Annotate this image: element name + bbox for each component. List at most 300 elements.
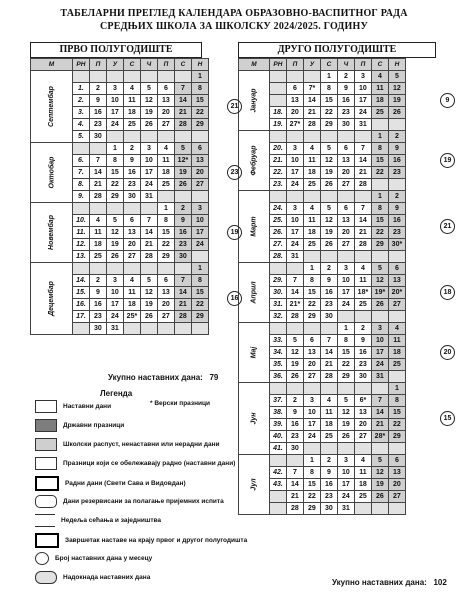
- day-cell: 22: [191, 299, 208, 311]
- day-cell: 6*: [354, 395, 371, 407]
- day-cell: [191, 131, 208, 143]
- day-cell: [174, 71, 191, 83]
- day-cell: 2: [320, 455, 337, 467]
- day-cell: 3: [106, 275, 123, 287]
- legend-item: [35, 533, 247, 548]
- day-cell: 1: [371, 191, 388, 203]
- legend-item: [35, 571, 150, 584]
- week-number: 23.: [269, 179, 286, 191]
- header-2: П: [286, 59, 303, 71]
- day-cell: 21*: [286, 299, 303, 311]
- week-number: 18.: [269, 107, 286, 119]
- day-cell: [337, 443, 354, 455]
- week-number: [269, 191, 286, 203]
- day-cell: 18: [89, 239, 106, 251]
- day-cell: 8: [388, 395, 405, 407]
- day-cell: 10: [286, 215, 303, 227]
- day-cell: [354, 311, 371, 323]
- day-cell: 30: [89, 323, 106, 335]
- day-cell: 20: [157, 107, 174, 119]
- week-number: 43.: [269, 479, 286, 491]
- day-cell: 15: [371, 155, 388, 167]
- day-cell: 25: [388, 359, 405, 371]
- day-cell: 9: [388, 143, 405, 155]
- day-cell: 30: [354, 371, 371, 383]
- week-number: 27.: [269, 239, 286, 251]
- day-cell: [320, 383, 337, 395]
- day-cell: 24: [371, 359, 388, 371]
- day-cell: 11: [123, 287, 140, 299]
- legend-star-note: * Верски празници: [150, 400, 211, 407]
- total-days-second: [332, 578, 447, 587]
- day-cell: 27: [191, 179, 208, 191]
- day-cell: [388, 371, 405, 383]
- legend-label: Надокнада наставних дана: [63, 574, 151, 582]
- day-cell: 19: [140, 299, 157, 311]
- legend-item: [35, 400, 111, 413]
- day-cell: 7: [286, 275, 303, 287]
- month-cell: [239, 455, 270, 515]
- total-days-first-value: 79: [209, 373, 219, 382]
- day-cell: 28*: [371, 431, 388, 443]
- day-cell: 13: [286, 95, 303, 107]
- second-semester-heading: ДРУГО ПОЛУГОДИШТЕ: [238, 42, 436, 58]
- day-cell: 18: [157, 167, 174, 179]
- month-day-count: 20: [440, 345, 455, 360]
- day-cell: [140, 323, 157, 335]
- day-cell: 22: [157, 239, 174, 251]
- week-number: 22.: [269, 167, 286, 179]
- day-cell: 5: [174, 143, 191, 155]
- day-cell: 25: [354, 299, 371, 311]
- day-cell: 24: [140, 179, 157, 191]
- day-cell: 6: [337, 143, 354, 155]
- day-cell: 23: [174, 239, 191, 251]
- day-cell: 11: [388, 335, 405, 347]
- day-cell: 31: [106, 323, 123, 335]
- month-day-count: 18: [440, 285, 455, 300]
- day-cell: 5: [337, 395, 354, 407]
- day-cell: 27: [157, 119, 174, 131]
- day-cell: 24: [337, 491, 354, 503]
- day-cell: 30: [89, 131, 106, 143]
- header-5: Ч: [337, 59, 354, 71]
- day-cell: 3: [191, 203, 208, 215]
- day-cell: 3: [337, 263, 354, 275]
- day-cell: 30: [123, 191, 140, 203]
- day-cell: 5: [371, 455, 388, 467]
- day-cell: 16: [388, 215, 405, 227]
- day-cell: 7*: [303, 83, 320, 95]
- day-cell: 2: [388, 131, 405, 143]
- day-cell: 23: [89, 119, 106, 131]
- day-cell: 17: [106, 299, 123, 311]
- week-number: [269, 263, 286, 275]
- day-cell: 8: [303, 275, 320, 287]
- header-7: С: [174, 59, 191, 71]
- day-cell: 31: [140, 191, 157, 203]
- day-cell: 3: [106, 83, 123, 95]
- day-cell: 25: [371, 107, 388, 119]
- day-cell: 12: [320, 215, 337, 227]
- day-cell: 23: [388, 167, 405, 179]
- day-cell: 4: [303, 143, 320, 155]
- month-day-count: 9: [440, 93, 455, 108]
- day-cell: 4: [354, 263, 371, 275]
- day-cell: 21: [174, 107, 191, 119]
- day-cell: 11: [371, 83, 388, 95]
- day-cell: [337, 131, 354, 143]
- day-cell: 3: [303, 395, 320, 407]
- day-cell: 19: [174, 167, 191, 179]
- day-cell: 20*: [388, 287, 405, 299]
- day-cell: 29: [320, 119, 337, 131]
- day-cell: [157, 71, 174, 83]
- day-cell: 1: [337, 323, 354, 335]
- day-cell: [286, 131, 303, 143]
- day-cell: 16: [320, 287, 337, 299]
- day-cell: 20: [123, 239, 140, 251]
- legend-label: Дани резервисани за полагање пријемних испита: [63, 498, 224, 506]
- day-cell: 19: [106, 239, 123, 251]
- day-cell: 17: [140, 167, 157, 179]
- day-cell: 17: [286, 167, 303, 179]
- week-number: 3.: [72, 107, 89, 119]
- day-cell: 9: [354, 335, 371, 347]
- legend-label: Радни дани (Свети Сава и Видовдан): [65, 480, 186, 488]
- header-2: П: [89, 59, 106, 71]
- day-cell: 8: [320, 83, 337, 95]
- day-cell: 25: [157, 179, 174, 191]
- legend-label: Празници који се обележавају радно (наставни дани): [63, 460, 236, 468]
- day-cell: 13: [388, 275, 405, 287]
- day-cell: 23: [388, 227, 405, 239]
- day-cell: 25: [320, 431, 337, 443]
- day-cell: 11: [123, 95, 140, 107]
- header-3: У: [303, 59, 320, 71]
- week-number: [72, 323, 89, 335]
- day-cell: 5: [371, 263, 388, 275]
- week-number: 17.: [72, 311, 89, 323]
- day-cell: 24: [354, 107, 371, 119]
- legend-title: Легенда: [100, 389, 133, 398]
- legend-swatch: [35, 438, 57, 451]
- day-cell: 13: [191, 155, 208, 167]
- day-cell: [354, 251, 371, 263]
- day-cell: 7: [286, 467, 303, 479]
- day-cell: [371, 311, 388, 323]
- day-cell: 28: [174, 311, 191, 323]
- day-cell: 16: [89, 299, 106, 311]
- day-cell: 3: [337, 455, 354, 467]
- total-days-first-label: Укупно наставних дана:: [108, 373, 203, 382]
- day-cell: 21: [286, 491, 303, 503]
- day-cell: 22: [371, 227, 388, 239]
- day-cell: 17: [337, 479, 354, 491]
- month-cell: [31, 143, 73, 203]
- day-cell: 9: [388, 203, 405, 215]
- day-cell: 28: [286, 311, 303, 323]
- day-cell: 27: [303, 371, 320, 383]
- day-cell: 6: [337, 203, 354, 215]
- day-cell: 19: [140, 107, 157, 119]
- day-cell: 17: [191, 227, 208, 239]
- day-cell: [174, 263, 191, 275]
- day-cell: [320, 131, 337, 143]
- month-cell: [31, 71, 73, 143]
- month-day-count: 16: [227, 291, 242, 306]
- first-semester-table: [30, 58, 209, 335]
- day-cell: [106, 131, 123, 143]
- day-cell: 18: [354, 479, 371, 491]
- day-cell: [157, 191, 174, 203]
- day-cell: 9: [89, 95, 106, 107]
- week-number: 28.: [269, 251, 286, 263]
- day-cell: 30: [320, 503, 337, 515]
- month-cell: [239, 383, 270, 455]
- day-cell: 14: [371, 407, 388, 419]
- header-0: М: [31, 59, 73, 71]
- day-cell: 17: [371, 347, 388, 359]
- day-cell: 15: [157, 227, 174, 239]
- day-cell: 7: [354, 143, 371, 155]
- day-cell: 26: [140, 119, 157, 131]
- week-number: 24.: [269, 203, 286, 215]
- day-cell: 21: [89, 179, 106, 191]
- day-cell: 29: [388, 431, 405, 443]
- header-8: Н: [388, 59, 405, 71]
- day-cell: 8: [106, 155, 123, 167]
- day-cell: 29: [191, 119, 208, 131]
- legend-label: Државни празници: [63, 422, 125, 430]
- day-cell: 22: [303, 491, 320, 503]
- day-cell: 2: [123, 143, 140, 155]
- week-number: [72, 71, 89, 83]
- day-cell: 21: [354, 227, 371, 239]
- title-line-2: СРЕДЊИХ ШКОЛА ЗА ШКОЛСКУ 2024/2025. ГОДИНУ: [99, 21, 368, 32]
- day-cell: 5: [320, 143, 337, 155]
- day-cell: [286, 323, 303, 335]
- week-number: [72, 263, 89, 275]
- day-cell: [157, 323, 174, 335]
- day-cell: [388, 251, 405, 263]
- day-cell: 9: [320, 467, 337, 479]
- day-cell: 25: [123, 119, 140, 131]
- day-cell: 13: [354, 407, 371, 419]
- total-days-second-value: 102: [433, 578, 447, 587]
- day-cell: 1: [191, 71, 208, 83]
- week-number: 39.: [269, 419, 286, 431]
- month-day-count: 21: [227, 99, 242, 114]
- day-cell: [354, 503, 371, 515]
- week-number: 4.: [72, 119, 89, 131]
- week-number: 38.: [269, 407, 286, 419]
- month-cell: [31, 203, 73, 263]
- day-cell: 7: [174, 275, 191, 287]
- day-cell: 24: [303, 431, 320, 443]
- legend-label: Наставни дани: [63, 403, 112, 411]
- day-cell: 29: [106, 191, 123, 203]
- day-cell: 5: [140, 275, 157, 287]
- day-cell: [320, 191, 337, 203]
- legend-item: [35, 495, 224, 508]
- day-cell: [89, 143, 106, 155]
- day-cell: 12*: [174, 155, 191, 167]
- day-cell: 12: [371, 467, 388, 479]
- day-cell: 17: [286, 227, 303, 239]
- day-cell: 27*: [286, 119, 303, 131]
- day-cell: 24: [286, 239, 303, 251]
- day-cell: 15: [388, 407, 405, 419]
- day-cell: 26: [337, 431, 354, 443]
- day-cell: [303, 131, 320, 143]
- day-cell: 4: [388, 323, 405, 335]
- day-cell: 25: [303, 179, 320, 191]
- day-cell: [89, 71, 106, 83]
- month-cell: [239, 71, 270, 131]
- day-cell: 11: [320, 407, 337, 419]
- day-cell: 27: [388, 491, 405, 503]
- day-cell: [123, 323, 140, 335]
- day-cell: 16: [286, 419, 303, 431]
- month-label: Јун: [250, 412, 258, 425]
- day-cell: 28: [303, 119, 320, 131]
- day-cell: [106, 203, 123, 215]
- week-number: 25.: [269, 215, 286, 227]
- day-cell: 7: [320, 335, 337, 347]
- day-cell: 2: [354, 323, 371, 335]
- day-cell: 14: [354, 155, 371, 167]
- month-day-count: 21: [440, 219, 455, 234]
- week-number: 40.: [269, 431, 286, 443]
- day-cell: 4: [157, 143, 174, 155]
- week-number: 33.: [269, 335, 286, 347]
- day-cell: 14: [286, 479, 303, 491]
- day-cell: 25*: [123, 311, 140, 323]
- legend-item: [35, 476, 186, 491]
- day-cell: 24: [106, 119, 123, 131]
- day-cell: 6: [123, 215, 140, 227]
- day-cell: 22: [337, 359, 354, 371]
- day-cell: [371, 383, 388, 395]
- week-number: 41.: [269, 443, 286, 455]
- day-cell: 3: [286, 203, 303, 215]
- day-cell: 13: [388, 467, 405, 479]
- day-cell: 16: [320, 479, 337, 491]
- header-6: П: [157, 59, 174, 71]
- day-cell: 20: [303, 359, 320, 371]
- day-cell: 23: [123, 179, 140, 191]
- day-cell: 2: [388, 191, 405, 203]
- day-cell: 27: [388, 299, 405, 311]
- day-cell: 3: [354, 71, 371, 83]
- day-cell: 12: [320, 155, 337, 167]
- week-number: 37.: [269, 395, 286, 407]
- day-cell: 15: [371, 215, 388, 227]
- day-cell: 20: [191, 167, 208, 179]
- day-cell: 4: [320, 395, 337, 407]
- day-cell: 9: [123, 155, 140, 167]
- day-cell: 24: [286, 179, 303, 191]
- day-cell: [191, 323, 208, 335]
- day-cell: [106, 263, 123, 275]
- day-cell: 12: [140, 95, 157, 107]
- week-number: 32.: [269, 311, 286, 323]
- day-cell: 6: [388, 455, 405, 467]
- week-number: 20.: [269, 143, 286, 155]
- day-cell: 4: [123, 275, 140, 287]
- day-cell: 8: [157, 215, 174, 227]
- week-number: [269, 323, 286, 335]
- day-cell: [371, 119, 388, 131]
- day-cell: 18: [123, 107, 140, 119]
- day-cell: [354, 191, 371, 203]
- legend-swatch: [35, 495, 57, 508]
- day-cell: [354, 443, 371, 455]
- day-cell: 21: [140, 239, 157, 251]
- day-cell: 1: [371, 131, 388, 143]
- day-cell: [371, 179, 388, 191]
- day-cell: 3: [140, 143, 157, 155]
- header-4: С: [123, 59, 140, 71]
- first-semester-heading: ПРВО ПОЛУГОДИШТЕ: [30, 42, 202, 58]
- day-cell: 27: [157, 311, 174, 323]
- week-number: 31.: [269, 299, 286, 311]
- day-cell: [303, 323, 320, 335]
- day-cell: 28: [174, 119, 191, 131]
- day-cell: 1: [157, 203, 174, 215]
- week-number: [269, 503, 286, 515]
- month-label: Фебруар: [250, 145, 258, 176]
- week-number: [269, 383, 286, 395]
- day-cell: 1: [106, 143, 123, 155]
- day-cell: [286, 383, 303, 395]
- day-cell: 7: [174, 83, 191, 95]
- day-cell: 28: [89, 191, 106, 203]
- day-cell: 21: [303, 107, 320, 119]
- day-cell: 5: [388, 71, 405, 83]
- month-cell: [239, 191, 270, 263]
- header-5: Ч: [140, 59, 157, 71]
- day-cell: [89, 203, 106, 215]
- day-cell: [303, 71, 320, 83]
- day-cell: 23: [286, 431, 303, 443]
- day-cell: 10: [106, 287, 123, 299]
- day-cell: 2: [174, 203, 191, 215]
- day-cell: 9: [174, 215, 191, 227]
- day-cell: 10: [371, 335, 388, 347]
- legend-swatch: [35, 571, 57, 584]
- legend-item: [35, 552, 152, 565]
- legend-swatch: [35, 476, 59, 491]
- legend-item: [35, 438, 220, 451]
- day-cell: 15: [337, 347, 354, 359]
- total-days-second-label: Укупно наставних дана:: [332, 578, 427, 587]
- day-cell: [320, 323, 337, 335]
- day-cell: 5: [320, 203, 337, 215]
- day-cell: 6: [303, 335, 320, 347]
- legend-swatch: [35, 400, 57, 413]
- day-cell: 20: [388, 479, 405, 491]
- week-number: 34.: [269, 347, 286, 359]
- header-4: С: [320, 59, 337, 71]
- day-cell: 14: [174, 95, 191, 107]
- day-cell: 18: [371, 95, 388, 107]
- day-cell: 22: [191, 107, 208, 119]
- day-cell: 24: [106, 311, 123, 323]
- week-number: 1.: [72, 83, 89, 95]
- day-cell: 2: [337, 71, 354, 83]
